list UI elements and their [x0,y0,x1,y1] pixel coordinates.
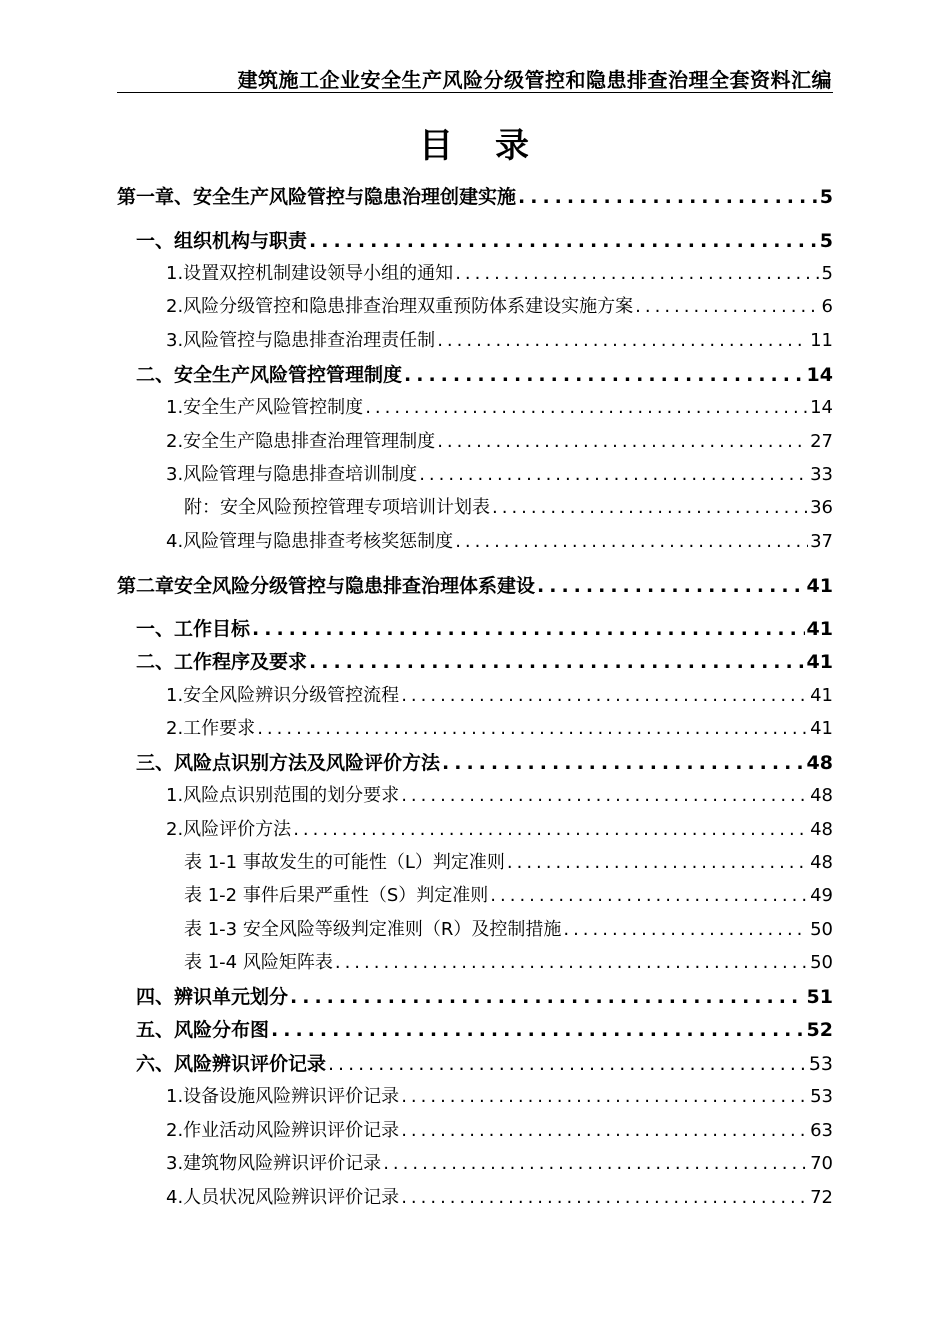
toc-entry-item[interactable] [166,1116,833,1146]
toc-entry-text: 1.安全风险辨识分级管控流程 [166,685,400,706]
toc-leader-dots [401,1116,808,1146]
toc-entry-page: 41 [806,575,833,597]
toc-entry-page: 50 [810,952,833,973]
toc-leader-dots [257,714,808,744]
toc-leader-dots [290,982,805,1012]
toc-entry-page: 41 [810,718,833,739]
toc-leader-dots [492,493,808,523]
toc-leader-dots [401,1082,808,1112]
toc-entry-section[interactable] [136,647,833,677]
toc-entry-chapter[interactable] [117,182,833,212]
toc-leader-dots [507,848,808,878]
toc-entry-page: 48 [810,785,833,806]
toc-entry-section[interactable] [136,748,833,778]
toc-entry-page: 70 [810,1153,833,1174]
toc-leader-dots [563,915,808,945]
toc-entry-page: 53 [810,1086,833,1107]
toc-entry-text: 五、风险分布图 [136,1019,270,1041]
toc-entry-page: 48 [810,819,833,840]
toc-entry-text: 附：安全风险预控管理专项培训计划表 [184,497,490,518]
toc-leader-dots [404,360,805,390]
toc-heading-right: 录 [495,126,531,166]
toc-entry-page: 48 [806,752,833,774]
toc-leader-dots [490,881,808,911]
toc-leader-dots [518,182,818,212]
toc-leader-dots [437,427,808,457]
toc-entry-text: 表 1-1 事故发生的可能性（L）判定准则 [184,852,505,873]
toc-leader-dots [335,948,808,978]
toc-entry-text: 1.安全生产风险管控制度 [166,397,364,418]
toc-leader-dots [309,226,818,256]
toc-entry-text: 三、风险点识别方法及风险评价方法 [136,752,441,774]
toc-entry-chapter[interactable] [117,571,833,601]
toc-leader-dots [635,292,819,322]
toc-entry-page: 5 [819,230,833,252]
toc-entry-text: 第一章、安全生产风险管控与隐患治理创建实施 [117,186,517,208]
toc-entry-item[interactable] [166,292,833,322]
toc-entry-text: 2.风险评价方法 [166,819,292,840]
toc-entry-subitem[interactable] [184,881,833,911]
toc-leader-dots [365,393,808,423]
toc-entry-page: 14 [810,397,833,418]
toc-entry-page: 33 [810,464,833,485]
toc-leader-dots [309,647,805,677]
toc-entry-text: 4.风险管理与隐患排查考核奖惩制度 [166,531,454,552]
toc-leader-dots [401,781,808,811]
toc-entry-subitem[interactable] [184,493,833,523]
toc-entry-item[interactable] [166,815,833,845]
toc-leader-dots [401,681,808,711]
toc-entry-text: 2.安全生产隐患排查治理管理制度 [166,431,436,452]
toc-entry-page: 63 [810,1120,833,1141]
running-header: 建筑施工企业安全生产风险分级管控和隐患排查治理全套资料汇编 [237,68,832,92]
toc-entry-page: 27 [810,431,833,452]
toc-entry-text: 二、安全生产风险管控管理制度 [136,364,403,386]
toc-entry-item[interactable] [166,326,833,356]
toc-entry-page: 72 [810,1187,833,1208]
toc-entry-page: 36 [810,497,833,518]
toc-leader-dots [442,748,805,778]
toc-leader-dots [401,1183,808,1213]
toc-leader-dots [383,1149,808,1179]
toc-entry-text: 一、组织机构与职责 [136,230,308,252]
toc-entry-text: 3.建筑物风险辨识评价记录 [166,1153,382,1174]
toc-entry-text: 四、辨识单元划分 [136,986,289,1008]
toc-entry-text: 六、风险辨识评价记录 [136,1053,327,1075]
toc-leader-dots [437,326,808,356]
toc-entry-page: 41 [810,685,833,706]
toc-entry-text: 3.风险管理与隐患排查培训制度 [166,464,418,485]
toc-leader-dots [455,259,819,289]
toc-entry-text: 2.风险分级管控和隐患排查治理双重预防体系建设实施方案 [166,296,634,317]
toc-entry-page: 51 [806,986,833,1008]
toc-entry-text: 2.工作要求 [166,718,256,739]
toc-entry-page: 52 [806,1019,833,1041]
toc-entry-section[interactable] [136,614,833,644]
toc-entry-page: 48 [810,852,833,873]
toc-entry-section[interactable] [136,1015,833,1045]
toc-entry-page: 41 [806,651,833,673]
toc-leader-dots [271,1015,805,1045]
toc-entry-text: 第二章安全风险分级管控与隐患排查治理体系建设 [117,575,536,597]
toc-entry-section[interactable] [136,360,833,390]
toc-entry-text: 1.风险点识别范围的划分要求 [166,785,400,806]
toc-entry-item[interactable] [166,781,833,811]
toc-entry-subitem[interactable] [184,948,833,978]
toc-entry-item[interactable] [166,714,833,744]
toc-entry-item[interactable] [166,1183,833,1213]
toc-entry-item[interactable] [166,527,833,557]
toc-leader-dots [252,614,805,644]
toc-entry-page: 37 [810,531,833,552]
toc-leader-dots [455,527,808,557]
toc-leader-dots [293,815,808,845]
toc-entry-text: 3.风险管控与隐患排查治理责任制 [166,330,436,351]
toc-entry-section[interactable] [136,226,833,256]
toc-entry-subitem[interactable] [184,848,833,878]
toc-entry-text: 1.设备设施风险辨识评价记录 [166,1086,400,1107]
toc-entry-page: 41 [806,618,833,640]
toc-entry-page: 49 [810,885,833,906]
toc-entry-text: 表 1-4 风险矩阵表 [184,952,333,973]
toc-entry-text: 表 1-3 安全风险等级判定准则（R）及控制措施 [184,919,562,940]
toc-entry-page: 6 [821,296,833,317]
toc-entry-item[interactable] [166,1149,833,1179]
toc-entry-item[interactable] [166,681,833,711]
toc-entry-section[interactable] [136,1049,833,1079]
toc-entry-page: 5 [821,263,833,284]
toc-entry-item[interactable] [166,427,833,457]
toc-entry-text: 一、工作目标 [136,618,251,640]
toc-leader-dots [537,571,805,601]
toc-entry-text: 表 1-2 事件后果严重性（S）判定准则 [184,885,489,906]
toc-heading-left: 目 [419,126,455,166]
toc-entry-item[interactable] [166,393,833,423]
toc-entry-text: 4.人员状况风险辨识评价记录 [166,1187,400,1208]
toc-leader-dots [328,1049,807,1079]
toc-entry-text: 2.作业活动风险辨识评价记录 [166,1120,400,1141]
toc-entry-page: 50 [810,919,833,940]
toc-entry-subitem[interactable] [184,915,833,945]
toc-entry-text: 1.设置双控机制建设领导小组的通知 [166,263,454,284]
toc-entry-item[interactable] [166,460,833,490]
toc-leader-dots [419,460,808,490]
toc-entry-page: 53 [808,1053,833,1075]
toc-entry-page: 14 [806,364,833,386]
toc-entry-text: 二、工作程序及要求 [136,651,308,673]
toc-entry-page: 11 [810,330,833,351]
toc-entry-page: 5 [819,186,833,208]
toc-entry-item[interactable] [166,259,833,289]
toc-entry-section[interactable] [136,982,833,1012]
toc-entry-item[interactable] [166,1082,833,1112]
